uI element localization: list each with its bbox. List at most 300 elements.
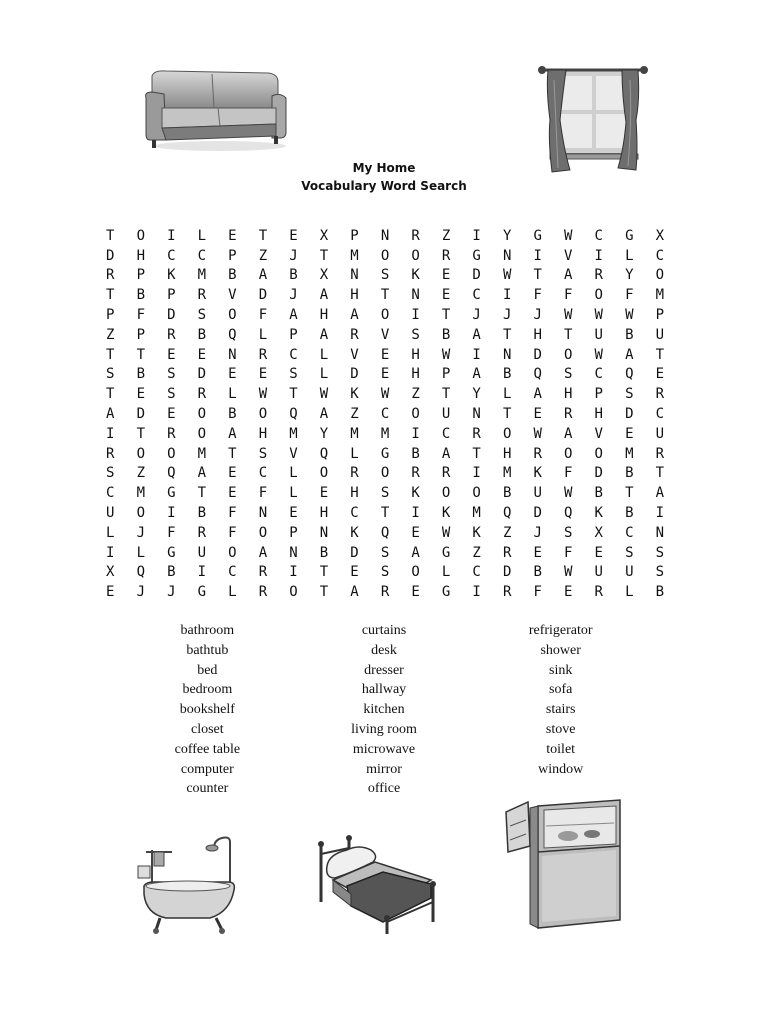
grid-letter: F [625, 287, 634, 304]
grid-letter: R [441, 465, 451, 482]
grid-row [95, 365, 675, 385]
vocabulary-word: desk [371, 642, 397, 658]
grid-letter: P [350, 227, 359, 244]
grid-letter: M [197, 267, 207, 284]
grid-letter: V [380, 326, 390, 343]
grid-letter: Q [564, 505, 573, 522]
grid-letter: C [289, 346, 298, 363]
grid-letter: A [319, 406, 329, 423]
grid-letter: A [228, 425, 237, 442]
grid-letter: I [472, 346, 481, 363]
grid-letter: T [502, 406, 512, 423]
grid-letter: R [258, 564, 268, 581]
grid-letter: P [167, 287, 176, 304]
grid-letter: E [350, 564, 359, 581]
grid-letter: M [136, 485, 146, 502]
grid-letter: A [564, 425, 573, 442]
grid-letter: J [289, 287, 298, 304]
vocabulary-word: curtains [361, 623, 407, 638]
grid-letter: S [106, 366, 115, 383]
grid-letter: M [655, 287, 665, 304]
grid-letter: U [594, 564, 603, 581]
title-line-2: Vocabulary Word Search [301, 179, 467, 193]
grid-letter: Z [502, 524, 512, 541]
word-column [119, 621, 296, 799]
grid-letter: D [625, 406, 634, 423]
grid-letter: V [289, 445, 298, 462]
grid-letter: S [625, 544, 634, 561]
grid-letter: F [564, 287, 573, 304]
grid-letter: J [167, 584, 176, 601]
grid-letter: R [564, 406, 573, 423]
vocabulary-word: sink [549, 662, 573, 678]
grid-letter: O [136, 227, 146, 244]
grid-letter: D [136, 406, 146, 423]
grid-letter: E [380, 366, 390, 383]
grid-letter: Y [502, 227, 512, 244]
grid-letter: B [533, 564, 542, 581]
grid-letter: T [533, 267, 542, 284]
grid-letter: R [594, 584, 603, 601]
vocabulary-word: computer [180, 761, 234, 777]
grid-letter: E [441, 287, 451, 304]
grid-letter: M [350, 425, 359, 442]
grid-row [95, 523, 675, 543]
grid-letter: S [625, 386, 634, 403]
grid-letter: L [228, 584, 237, 601]
grid-letter: R [472, 425, 481, 442]
grid-letter: K [594, 505, 603, 522]
grid-letter: W [319, 386, 329, 403]
grid-letter: M [350, 247, 359, 264]
grid-letter: K [350, 524, 359, 541]
grid-letter: I [167, 505, 176, 522]
grid-row [95, 543, 675, 563]
grid-letter: A [350, 584, 359, 601]
grid-letter: S [655, 544, 665, 561]
grid-letter: P [441, 366, 451, 383]
grid-letter: T [319, 584, 329, 601]
grid-letter: O [258, 406, 268, 423]
grid-letter: U [594, 326, 603, 343]
grid-letter: S [197, 307, 207, 324]
vocabulary-word: counter [186, 781, 229, 797]
grid-letter: W [380, 386, 390, 403]
grid-letter: P [136, 267, 146, 284]
grid-letter: V [594, 425, 603, 442]
grid-letter: E [228, 465, 237, 482]
grid-letter: Q [319, 445, 329, 462]
grid-letter: D [197, 366, 207, 383]
grid-letter: B [625, 465, 634, 482]
grid-letter: M [197, 445, 207, 462]
grid-letter: J [533, 307, 542, 324]
grid-letter: H [136, 247, 146, 264]
grid-letter: E [228, 227, 237, 244]
grid-letter: E [167, 346, 176, 363]
grid-letter: W [564, 307, 573, 324]
grid-letter: R [197, 287, 207, 304]
grid-row [95, 226, 675, 246]
grid-letter: S [564, 524, 573, 541]
grid-letter: S [106, 465, 115, 482]
grid-letter: R [167, 326, 176, 343]
grid-letter: N [502, 346, 512, 363]
grid-letter: K [441, 505, 451, 522]
grid-letter: B [136, 287, 146, 304]
grid-letter: G [441, 544, 451, 561]
vocabulary-word: bed [197, 662, 218, 678]
grid-letter: O [502, 425, 512, 442]
grid-letter: R [441, 247, 451, 264]
grid-letter: K [167, 267, 176, 284]
refrigerator-illustration [504, 796, 626, 932]
grid-letter: G [167, 485, 176, 502]
grid-letter: O [228, 544, 237, 561]
grid-letter: F [533, 584, 542, 601]
grid-letter: S [655, 564, 665, 581]
grid-letter: I [411, 505, 420, 522]
grid-letter: T [258, 227, 268, 244]
grid-letter: Q [380, 524, 390, 541]
grid-letter: X [594, 524, 603, 541]
grid-letter: N [411, 287, 420, 304]
grid-letter: R [655, 445, 665, 462]
grid-letter: R [533, 445, 542, 462]
grid-letter: V [564, 247, 573, 264]
grid-letter: N [472, 406, 481, 423]
grid-letter: E [289, 227, 298, 244]
grid-letter: A [319, 326, 329, 343]
grid-letter: S [380, 267, 390, 284]
grid-letter: Y [625, 267, 634, 284]
grid-row [95, 582, 675, 602]
grid-letter: D [350, 544, 359, 561]
grid-letter: R [655, 386, 665, 403]
grid-letter: D [533, 505, 542, 522]
grid-letter: K [472, 524, 481, 541]
grid-letter: S [380, 564, 390, 581]
grid-letter: W [564, 564, 573, 581]
grid-letter: J [502, 307, 512, 324]
grid-letter: T [136, 346, 146, 363]
grid-letter: O [472, 485, 481, 502]
grid-letter: R [258, 346, 268, 363]
grid-letter: H [594, 406, 603, 423]
grid-letter: A [197, 465, 207, 482]
grid-letter: P [594, 386, 603, 403]
grid-letter: E [533, 406, 542, 423]
grid-letter: W [564, 485, 573, 502]
grid-letter: Y [472, 386, 481, 403]
grid-row [95, 266, 675, 286]
grid-letter: R [350, 326, 359, 343]
grid-letter: L [228, 386, 237, 403]
grid-letter: U [655, 326, 665, 343]
vocabulary-word: hallway [361, 682, 407, 698]
grid-letter: B [319, 544, 329, 561]
grid-letter: H [350, 485, 359, 502]
grid-letter: Z [106, 326, 115, 343]
grid-letter: A [411, 544, 420, 561]
grid-row [95, 285, 675, 305]
grid-letter: T [441, 386, 451, 403]
grid-letter: P [228, 247, 237, 264]
vocabulary-word: coffee table [174, 741, 241, 757]
grid-letter: O [655, 267, 665, 284]
grid-letter: J [136, 584, 146, 601]
grid-letter: D [258, 287, 268, 304]
grid-letter: O [319, 465, 329, 482]
grid-letter: P [289, 524, 298, 541]
grid-letter: O [136, 445, 146, 462]
title-line-1: My Home [352, 161, 416, 175]
grid-letter: U [533, 485, 542, 502]
grid-letter: W [594, 307, 603, 324]
grid-letter: Z [472, 544, 481, 561]
grid-letter: E [411, 524, 420, 541]
grid-row [95, 424, 675, 444]
grid-letter: F [564, 465, 573, 482]
grid-letter: D [350, 366, 359, 383]
grid-letter: A [258, 267, 268, 284]
grid-letter: H [350, 287, 359, 304]
grid-letter: Q [533, 366, 542, 383]
grid-letter: C [594, 366, 603, 383]
grid-letter: L [289, 485, 298, 502]
grid-letter: Q [228, 326, 237, 343]
grid-letter: T [106, 346, 115, 363]
vocabulary-word: stove [545, 721, 576, 737]
grid-letter: R [167, 425, 176, 442]
grid-letter: M [625, 445, 634, 462]
vocabulary-word: shower [540, 642, 581, 658]
letter-grid [95, 226, 675, 602]
grid-letter: R [411, 227, 420, 244]
grid-letter: Q [502, 505, 512, 522]
grid-letter: L [289, 465, 298, 482]
grid-letter: E [106, 584, 115, 601]
grid-letter: E [197, 346, 207, 363]
grid-letter: I [197, 564, 207, 581]
grid-letter: F [228, 505, 237, 522]
grid-letter: O [411, 247, 420, 264]
grid-letter: C [167, 247, 176, 264]
grid-letter: C [258, 465, 268, 482]
grid-letter: F [167, 524, 176, 541]
grid-letter: T [289, 386, 298, 403]
grid-letter: S [411, 326, 420, 343]
grid-letter: C [625, 524, 634, 541]
word-list [119, 621, 649, 799]
vocabulary-word: bathtub [186, 642, 229, 658]
grid-letter: N [655, 524, 665, 541]
grid-letter: B [655, 584, 665, 601]
grid-row [95, 325, 675, 345]
grid-letter: E [228, 366, 237, 383]
grid-letter: W [594, 346, 603, 363]
grid-letter: D [533, 346, 542, 363]
grid-letter: I [411, 307, 420, 324]
grid-letter: E [319, 485, 329, 502]
grid-letter: E [380, 346, 390, 363]
grid-letter: U [441, 406, 451, 423]
grid-letter: S [289, 366, 298, 383]
grid-letter: W [441, 346, 451, 363]
grid-letter: I [472, 227, 481, 244]
vocabulary-word: stairs [545, 702, 576, 718]
grid-letter: U [655, 425, 665, 442]
grid-letter: E [533, 544, 542, 561]
grid-letter: X [319, 267, 329, 284]
grid-letter: I [655, 505, 665, 522]
grid-letter: B [197, 326, 207, 343]
grid-letter: A [289, 307, 298, 324]
grid-letter: H [502, 445, 512, 462]
grid-letter: A [472, 326, 481, 343]
grid-letter: U [625, 564, 634, 581]
grid-letter: A [441, 445, 451, 462]
grid-letter: O [411, 564, 420, 581]
grid-letter: O [564, 346, 573, 363]
grid-letter: P [655, 307, 665, 324]
grid-letter: G [533, 227, 542, 244]
grid-letter: H [411, 366, 420, 383]
grid-letter: I [472, 465, 481, 482]
grid-letter: Z [350, 406, 359, 423]
grid-letter: U [197, 544, 207, 561]
vocabulary-word: office [367, 781, 401, 797]
grid-letter: C [441, 425, 451, 442]
grid-letter: T [136, 425, 146, 442]
grid-letter: O [594, 445, 603, 462]
grid-letter: O [441, 485, 451, 502]
grid-letter: S [564, 366, 573, 383]
grid-letter: N [502, 247, 512, 264]
grid-letter: R [197, 524, 207, 541]
grid-letter: O [411, 406, 420, 423]
grid-letter: O [228, 307, 237, 324]
grid-letter: L [625, 584, 634, 601]
bed-illustration [313, 826, 441, 938]
grid-letter: O [594, 287, 603, 304]
grid-row [95, 444, 675, 464]
grid-letter: O [289, 584, 298, 601]
worksheet-title [0, 159, 768, 195]
grid-letter: M [502, 465, 512, 482]
grid-letter: R [380, 584, 390, 601]
word-column [296, 621, 473, 799]
grid-letter: M [289, 425, 298, 442]
grid-row [95, 305, 675, 325]
grid-letter: C [106, 485, 115, 502]
grid-letter: H [411, 346, 420, 363]
grid-letter: Q [167, 465, 176, 482]
grid-letter: I [167, 227, 176, 244]
grid-letter: T [472, 445, 481, 462]
grid-letter: A [564, 267, 573, 284]
grid-row [95, 563, 675, 583]
grid-letter: B [502, 485, 512, 502]
grid-letter: U [106, 505, 115, 522]
grid-letter: I [289, 564, 298, 581]
grid-letter: G [197, 584, 207, 601]
grid-letter: W [564, 227, 573, 244]
grid-letter: E [411, 584, 420, 601]
grid-letter: W [258, 386, 268, 403]
grid-letter: T [380, 287, 390, 304]
grid-letter: N [350, 267, 359, 284]
grid-letter: E [655, 366, 665, 383]
grid-letter: A [106, 406, 115, 423]
grid-letter: D [167, 307, 176, 324]
grid-letter: G [167, 544, 176, 561]
grid-letter: N [289, 544, 298, 561]
grid-letter: K [533, 465, 542, 482]
grid-letter: B [625, 326, 634, 343]
grid-letter: T [106, 386, 115, 403]
grid-letter: T [228, 445, 237, 462]
grid-letter: A [625, 346, 634, 363]
grid-letter: Y [319, 425, 329, 442]
grid-letter: S [167, 386, 176, 403]
word-column [472, 621, 649, 799]
grid-letter: K [411, 485, 420, 502]
grid-letter: Z [411, 386, 420, 403]
grid-letter: G [625, 227, 634, 244]
grid-letter: P [136, 326, 146, 343]
grid-letter: M [472, 505, 481, 522]
grid-letter: Z [441, 227, 451, 244]
grid-letter: F [564, 544, 573, 561]
grid-letter: K [411, 267, 420, 284]
grid-letter: L [319, 366, 329, 383]
grid-letter: C [228, 564, 237, 581]
grid-letter: R [106, 267, 115, 284]
grid-letter: A [319, 287, 329, 304]
vocabulary-word: living room [351, 721, 417, 737]
grid-letter: T [197, 485, 207, 502]
grid-letter: H [533, 326, 542, 343]
grid-letter: H [258, 425, 268, 442]
grid-letter: O [197, 406, 207, 423]
vocabulary-word: bathroom [180, 623, 235, 638]
grid-letter: L [106, 524, 115, 541]
grid-letter: R [106, 445, 115, 462]
grid-letter: C [472, 564, 481, 581]
grid-letter: M [380, 425, 390, 442]
vocabulary-word: mirror [366, 761, 402, 777]
grid-letter: F [533, 287, 542, 304]
grid-letter: C [380, 406, 390, 423]
grid-letter: F [258, 485, 268, 502]
grid-letter: W [533, 425, 542, 442]
grid-letter: L [258, 326, 268, 343]
grid-letter: R [594, 267, 603, 284]
grid-letter: N [380, 227, 390, 244]
grid-letter: G [472, 247, 481, 264]
grid-row [95, 345, 675, 365]
grid-letter: T [502, 326, 512, 343]
grid-letter: B [228, 267, 237, 284]
grid-letter: B [594, 485, 603, 502]
grid-letter: N [319, 524, 329, 541]
vocabulary-word: closet [191, 721, 224, 737]
grid-letter: T [319, 247, 329, 264]
grid-letter: B [411, 445, 420, 462]
grid-letter: C [655, 247, 665, 264]
grid-letter: J [472, 307, 481, 324]
